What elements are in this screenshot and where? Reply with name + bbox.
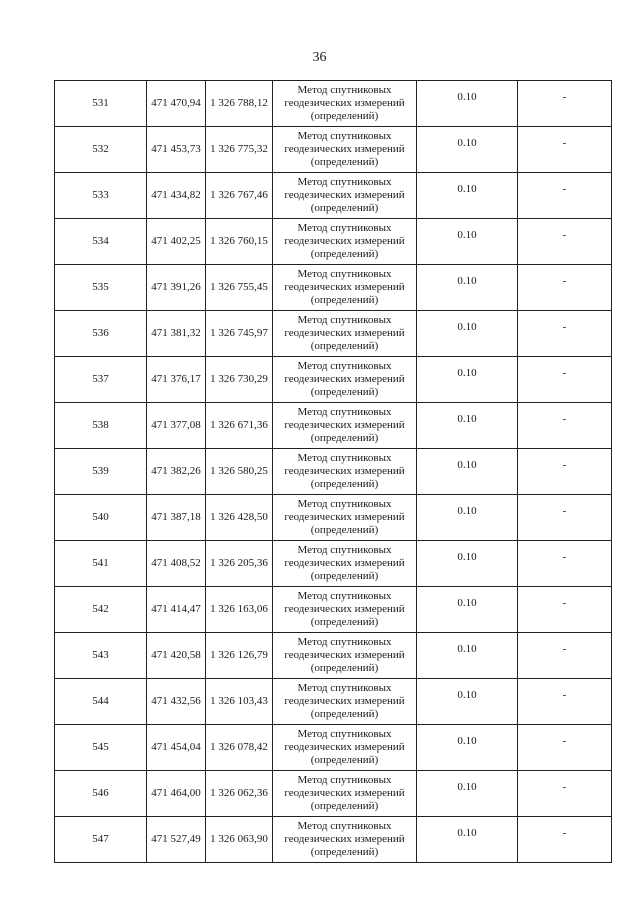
note-value: - <box>562 321 567 333</box>
note-cell <box>518 679 612 725</box>
point-number: 545 <box>55 725 147 771</box>
note-value: - <box>562 597 567 609</box>
method-line: геодезических измерений <box>284 235 405 247</box>
accuracy-value: 0.10 <box>457 137 477 149</box>
method-line: Метод спутниковых <box>297 452 392 464</box>
accuracy-value: 0.10 <box>457 781 477 793</box>
note-value: - <box>562 689 567 701</box>
coord-x: 471 470,94 <box>147 81 206 127</box>
method-cell <box>273 679 417 725</box>
method-cell <box>273 127 417 173</box>
coord-y: 1 326 580,25 <box>206 449 273 495</box>
method-line: Метод спутниковых <box>297 406 392 418</box>
method-line: (определений) <box>310 616 379 628</box>
method-line: (определений) <box>310 432 379 444</box>
table-body <box>55 81 612 863</box>
point-number: 531 <box>55 81 147 127</box>
accuracy-cell <box>417 173 518 219</box>
method-line: (определений) <box>310 708 379 720</box>
coord-x: 471 376,17 <box>147 357 206 403</box>
table-row <box>55 265 612 311</box>
accuracy-cell <box>417 449 518 495</box>
method-cell <box>273 587 417 633</box>
method-line: (определений) <box>310 478 379 490</box>
table-row <box>55 173 612 219</box>
method-line: Метод спутниковых <box>297 774 392 786</box>
accuracy-value: 0.10 <box>457 229 477 241</box>
page-number: 36 <box>312 50 327 65</box>
coord-y: 1 326 760,15 <box>206 219 273 265</box>
note-cell <box>518 357 612 403</box>
method-line: геодезических измерений <box>284 327 405 339</box>
method-cell <box>273 725 417 771</box>
coord-y: 1 326 205,36 <box>206 541 273 587</box>
coord-x: 471 382,26 <box>147 449 206 495</box>
method-line: Метод спутниковых <box>297 84 392 96</box>
accuracy-cell <box>417 265 518 311</box>
coord-x: 471 391,26 <box>147 265 206 311</box>
accuracy-cell <box>417 817 518 863</box>
note-cell <box>518 265 612 311</box>
note-value: - <box>562 413 567 425</box>
method-line: геодезических измерений <box>284 695 405 707</box>
accuracy-cell <box>417 771 518 817</box>
method-line: (определений) <box>310 202 379 214</box>
point-number: 547 <box>55 817 147 863</box>
coord-x: 471 381,32 <box>147 311 206 357</box>
note-cell <box>518 633 612 679</box>
table-row <box>55 817 612 863</box>
accuracy-value: 0.10 <box>457 551 477 563</box>
note-cell <box>518 81 612 127</box>
method-line: (определений) <box>310 248 379 260</box>
note-value: - <box>562 275 567 287</box>
accuracy-cell <box>417 219 518 265</box>
table-row <box>55 449 612 495</box>
method-cell <box>273 81 417 127</box>
method-line: (определений) <box>310 662 379 674</box>
coord-x: 471 434,82 <box>147 173 206 219</box>
note-value: - <box>562 137 567 149</box>
method-line: (определений) <box>310 524 379 536</box>
method-line: геодезических измерений <box>284 603 405 615</box>
table-row <box>55 403 612 449</box>
point-number: 532 <box>55 127 147 173</box>
accuracy-value: 0.10 <box>457 275 477 287</box>
accuracy-cell <box>417 541 518 587</box>
method-line: геодезических измерений <box>284 189 405 201</box>
method-cell <box>273 633 417 679</box>
point-number: 543 <box>55 633 147 679</box>
method-line: геодезических измерений <box>284 373 405 385</box>
point-number: 536 <box>55 311 147 357</box>
method-line: геодезических измерений <box>284 833 405 845</box>
note-cell <box>518 403 612 449</box>
coord-y: 1 326 103,43 <box>206 679 273 725</box>
accuracy-cell <box>417 403 518 449</box>
point-number: 540 <box>55 495 147 541</box>
accuracy-cell <box>417 495 518 541</box>
method-line: геодезических измерений <box>284 281 405 293</box>
method-line: Метод спутниковых <box>297 360 392 372</box>
method-line: (определений) <box>310 570 379 582</box>
method-line: Метод спутниковых <box>297 498 392 510</box>
point-number: 542 <box>55 587 147 633</box>
table-row <box>55 771 612 817</box>
method-line: (определений) <box>310 800 379 812</box>
note-cell <box>518 587 612 633</box>
coordinates-table <box>54 80 612 863</box>
method-cell <box>273 219 417 265</box>
note-cell <box>518 449 612 495</box>
table-row <box>55 725 612 771</box>
method-line: геодезических измерений <box>284 511 405 523</box>
method-line: (определений) <box>310 754 379 766</box>
point-number: 533 <box>55 173 147 219</box>
accuracy-cell <box>417 311 518 357</box>
table-row <box>55 311 612 357</box>
accuracy-cell <box>417 587 518 633</box>
table-row <box>55 127 612 173</box>
table-row <box>55 587 612 633</box>
note-value: - <box>562 551 567 563</box>
point-number: 544 <box>55 679 147 725</box>
note-value: - <box>562 827 567 839</box>
coord-y: 1 326 788,12 <box>206 81 273 127</box>
coord-x: 471 377,08 <box>147 403 206 449</box>
accuracy-value: 0.10 <box>457 321 477 333</box>
accuracy-cell <box>417 81 518 127</box>
table-row <box>55 679 612 725</box>
coord-y: 1 326 755,45 <box>206 265 273 311</box>
point-number: 534 <box>55 219 147 265</box>
method-line: Метод спутниковых <box>297 820 392 832</box>
accuracy-value: 0.10 <box>457 597 477 609</box>
point-number: 538 <box>55 403 147 449</box>
coord-y: 1 326 078,42 <box>206 725 273 771</box>
method-cell <box>273 265 417 311</box>
note-value: - <box>562 459 567 471</box>
coord-x: 471 387,18 <box>147 495 206 541</box>
coord-x: 471 527,49 <box>147 817 206 863</box>
coord-x: 471 402,25 <box>147 219 206 265</box>
method-line: (определений) <box>310 294 379 306</box>
table-row <box>55 541 612 587</box>
note-value: - <box>562 781 567 793</box>
method-cell <box>273 357 417 403</box>
coord-x: 471 464,00 <box>147 771 206 817</box>
method-line: Метод спутниковых <box>297 636 392 648</box>
note-cell <box>518 173 612 219</box>
method-cell <box>273 403 417 449</box>
accuracy-value: 0.10 <box>457 643 477 655</box>
point-number: 539 <box>55 449 147 495</box>
note-cell <box>518 495 612 541</box>
method-cell <box>273 173 417 219</box>
method-line: геодезических измерений <box>284 97 405 109</box>
point-number: 535 <box>55 265 147 311</box>
coord-y: 1 326 730,29 <box>206 357 273 403</box>
method-line: Метод спутниковых <box>297 544 392 556</box>
note-cell <box>518 127 612 173</box>
method-line: Метод спутниковых <box>297 682 392 694</box>
method-line: Метод спутниковых <box>297 728 392 740</box>
method-line: геодезических измерений <box>284 741 405 753</box>
coord-y: 1 326 671,36 <box>206 403 273 449</box>
method-line: (определений) <box>310 340 379 352</box>
method-line: геодезических измерений <box>284 787 405 799</box>
method-cell <box>273 311 417 357</box>
note-value: - <box>562 505 567 517</box>
method-line: (определений) <box>310 846 379 858</box>
method-cell <box>273 541 417 587</box>
method-line: Метод спутниковых <box>297 268 392 280</box>
note-cell <box>518 725 612 771</box>
accuracy-cell <box>417 679 518 725</box>
coord-x: 471 414,47 <box>147 587 206 633</box>
method-line: Метод спутниковых <box>297 176 392 188</box>
coord-y: 1 326 428,50 <box>206 495 273 541</box>
table-row <box>55 357 612 403</box>
note-cell <box>518 219 612 265</box>
table-row <box>55 81 612 127</box>
accuracy-value: 0.10 <box>457 91 477 103</box>
table-row <box>55 633 612 679</box>
accuracy-value: 0.10 <box>457 735 477 747</box>
method-cell <box>273 495 417 541</box>
accuracy-cell <box>417 633 518 679</box>
method-line: геодезических измерений <box>284 649 405 661</box>
table-row <box>55 495 612 541</box>
point-number: 537 <box>55 357 147 403</box>
method-line: (определений) <box>310 156 379 168</box>
point-number: 546 <box>55 771 147 817</box>
table-row <box>55 219 612 265</box>
coord-y: 1 326 126,79 <box>206 633 273 679</box>
method-line: геодезических измерений <box>284 419 405 431</box>
method-line: геодезических измерений <box>284 143 405 155</box>
coord-x: 471 432,56 <box>147 679 206 725</box>
coord-x: 471 454,04 <box>147 725 206 771</box>
accuracy-value: 0.10 <box>457 827 477 839</box>
accuracy-cell <box>417 725 518 771</box>
accuracy-value: 0.10 <box>457 183 477 195</box>
accuracy-cell <box>417 357 518 403</box>
coord-x: 471 453,73 <box>147 127 206 173</box>
method-line: Метод спутниковых <box>297 222 392 234</box>
method-cell <box>273 771 417 817</box>
note-value: - <box>562 735 567 747</box>
coord-y: 1 326 062,36 <box>206 771 273 817</box>
note-value: - <box>562 643 567 655</box>
coord-y: 1 326 063,90 <box>206 817 273 863</box>
coord-y: 1 326 745,97 <box>206 311 273 357</box>
accuracy-value: 0.10 <box>457 367 477 379</box>
note-cell <box>518 771 612 817</box>
method-cell <box>273 449 417 495</box>
method-cell <box>273 817 417 863</box>
coord-y: 1 326 163,06 <box>206 587 273 633</box>
method-line: (определений) <box>310 386 379 398</box>
note-value: - <box>562 183 567 195</box>
method-line: Метод спутниковых <box>297 130 392 142</box>
method-line: (определений) <box>310 110 379 122</box>
accuracy-cell <box>417 127 518 173</box>
note-value: - <box>562 229 567 241</box>
accuracy-value: 0.10 <box>457 459 477 471</box>
coord-x: 471 420,58 <box>147 633 206 679</box>
point-number: 541 <box>55 541 147 587</box>
coord-y: 1 326 767,46 <box>206 173 273 219</box>
note-cell <box>518 311 612 357</box>
note-cell <box>518 541 612 587</box>
accuracy-value: 0.10 <box>457 413 477 425</box>
accuracy-value: 0.10 <box>457 505 477 517</box>
coord-x: 471 408,52 <box>147 541 206 587</box>
method-line: геодезических измерений <box>284 465 405 477</box>
accuracy-value: 0.10 <box>457 689 477 701</box>
note-value: - <box>562 91 567 103</box>
method-line: геодезических измерений <box>284 557 405 569</box>
method-line: Метод спутниковых <box>297 590 392 602</box>
note-cell <box>518 817 612 863</box>
method-line: Метод спутниковых <box>297 314 392 326</box>
note-value: - <box>562 367 567 379</box>
coord-y: 1 326 775,32 <box>206 127 273 173</box>
